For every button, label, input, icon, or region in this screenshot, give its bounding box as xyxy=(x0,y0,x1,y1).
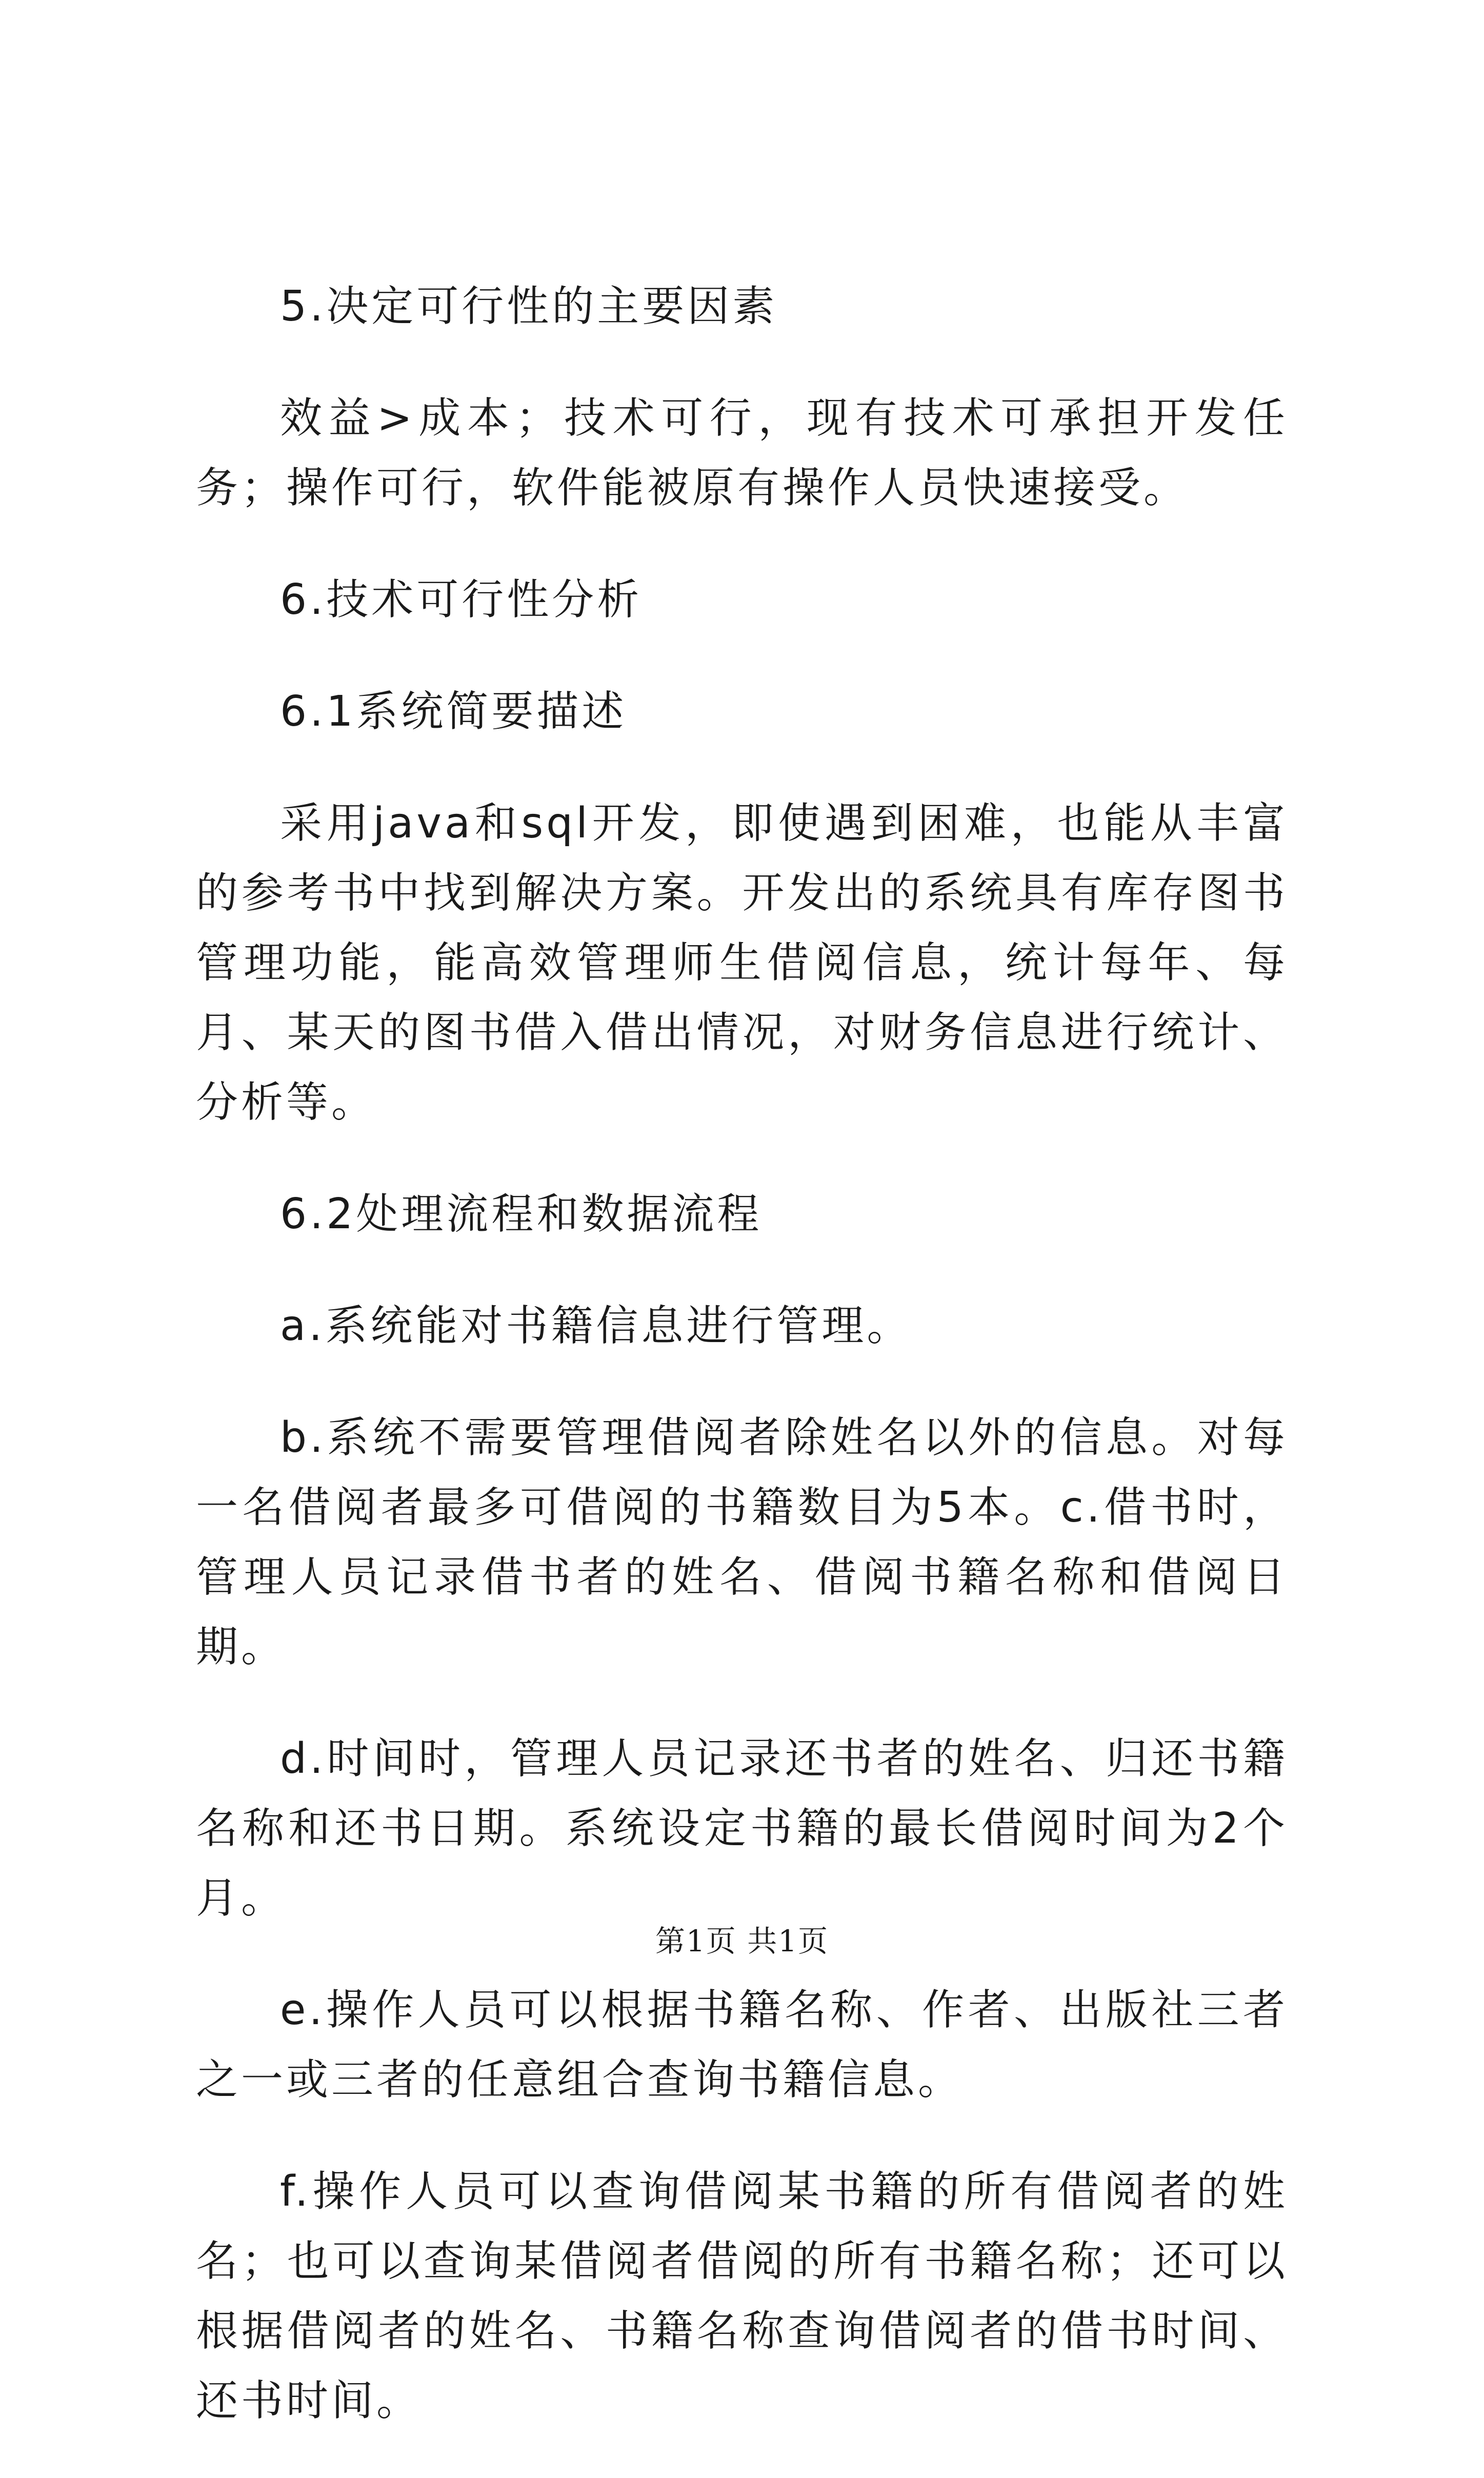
list-item-e: e.操作人员可以根据书籍名称、作者、出版社三者之一或三者的任意组合查询书籍信息。 xyxy=(196,1986,1288,2104)
heading-6-2: 6.2处理流程和数据流程 xyxy=(280,1190,763,1238)
heading-6-1: 6.1系统简要描述 xyxy=(280,687,627,736)
page-footer: 第1页 共1页 xyxy=(655,1924,829,1959)
list-item-b: b.系统不需要管理借阅者除姓名以外的信息。对每一名借阅者最多可借阅的书籍数目为5本。c.借书时，管理人员记录借书者的姓名、借阅书籍名称和借阅日期。 xyxy=(196,1413,1288,1671)
document-body xyxy=(196,272,1288,2478)
list-item-d: d.时间时，管理人员记录还书者的姓名、归还书籍名称和还书日期。系统设定书籍的最长借阅时间为2个月。 xyxy=(196,1734,1288,1923)
paragraph: 采用java和sql开发，即使遇到困难，也能从丰富的参考书中找到解决方案。开发出的系统具有库存图书管理功能，能高效管理师生借阅信息，统计每年、每月、某天的图书借入借出情况，对财务信息进行统计、分析等。 xyxy=(196,799,1288,1127)
list-item-f: f.操作人员可以查询借阅某书籍的所有借阅者的姓名；也可以查询某借阅者借阅的所有书籍名称；还可以根据借阅者的姓名、书籍名称查询借阅者的借书时间、还书时间。 xyxy=(196,2167,1288,2425)
list-item-a: a.系统能对书籍信息进行管理。 xyxy=(280,1302,912,1350)
heading-6: 6.技术可行性分析 xyxy=(280,575,643,624)
heading-5: 5.决定可行性的主要因素 xyxy=(280,282,778,331)
paragraph: 效益>成本；技术可行，现有技术可承担开发任务；操作可行，软件能被原有操作人员快速接受。 xyxy=(196,394,1288,512)
